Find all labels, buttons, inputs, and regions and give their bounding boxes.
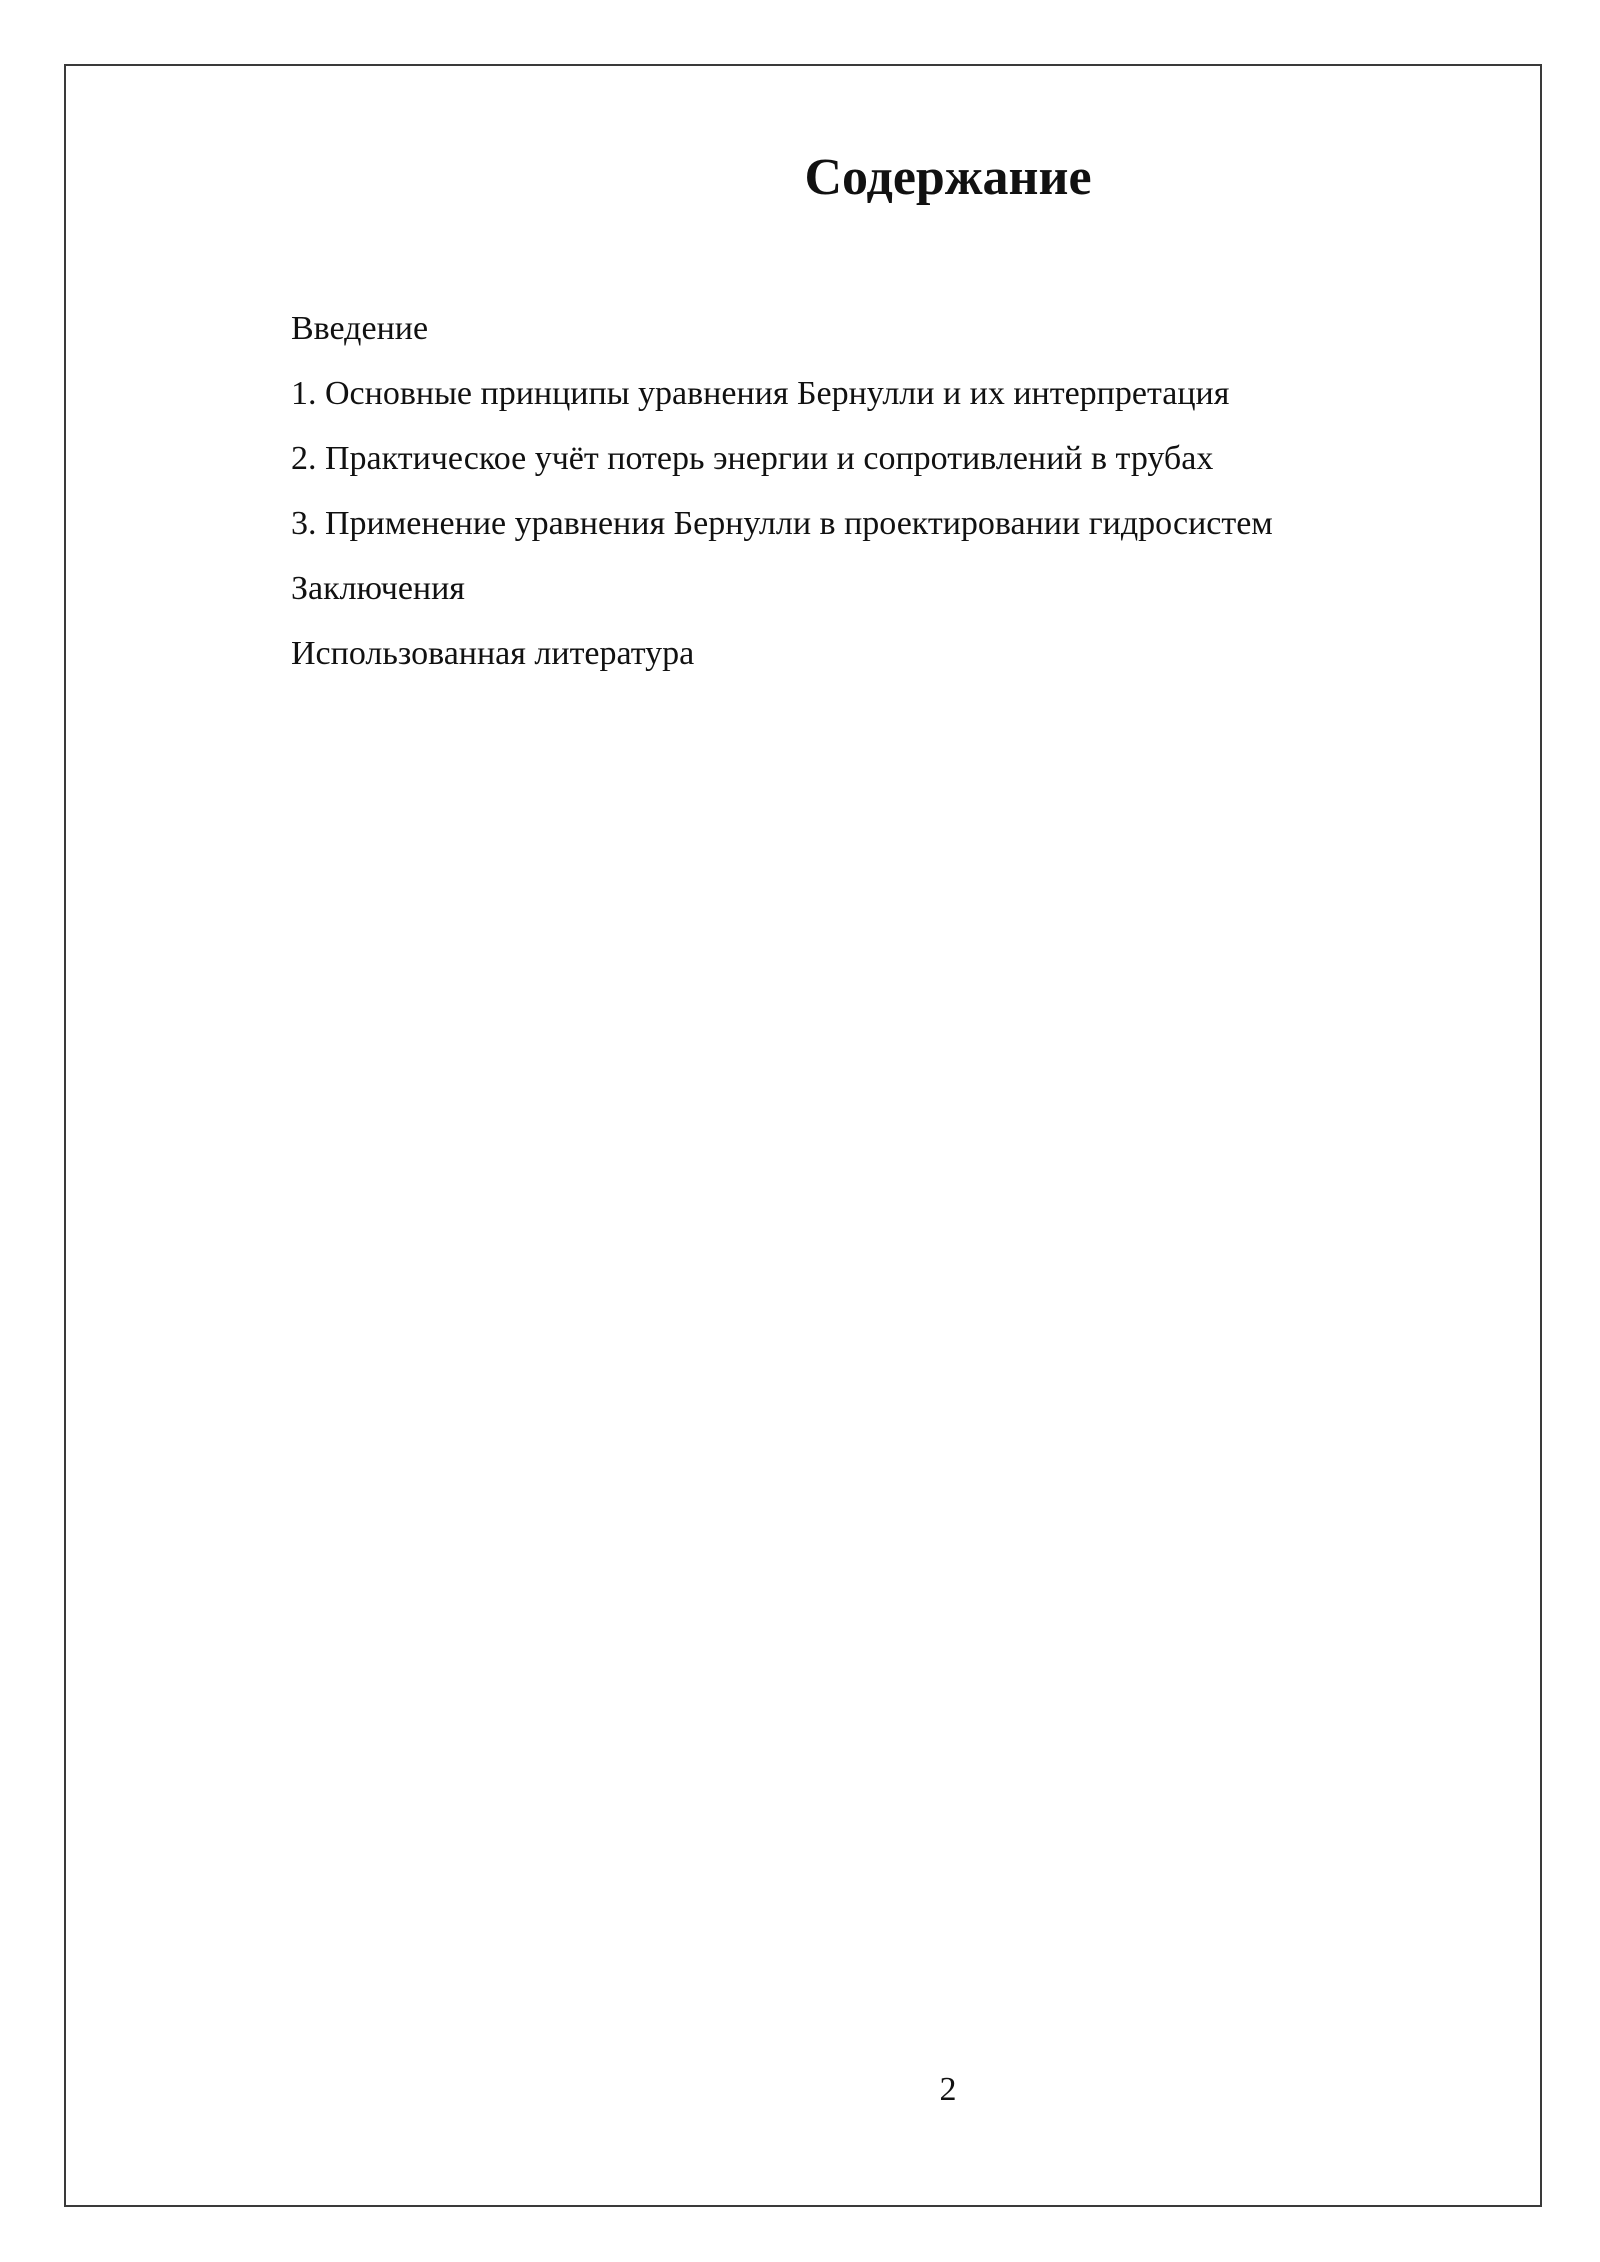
page-title: Содержание [804, 149, 1092, 206]
toc-item-chapter-2: 2. Практическое учёт потерь энергии и сопротивлений в трубах [291, 440, 1214, 477]
page-number: 2 [939, 2071, 957, 2108]
toc-item-chapter-3: 3. Применение уравнения Бернулли в проектировании гидросистем [291, 505, 1273, 542]
table-of-contents [291, 296, 1273, 686]
toc-item-references: Использованная литература [291, 635, 695, 672]
toc-item-chapter-1: 1. Основные принципы уравнения Бернулли и их интерпретация [291, 375, 1230, 412]
toc-item-introduction: Введение [291, 310, 429, 347]
toc-item-conclusion: Заключения [291, 570, 465, 607]
